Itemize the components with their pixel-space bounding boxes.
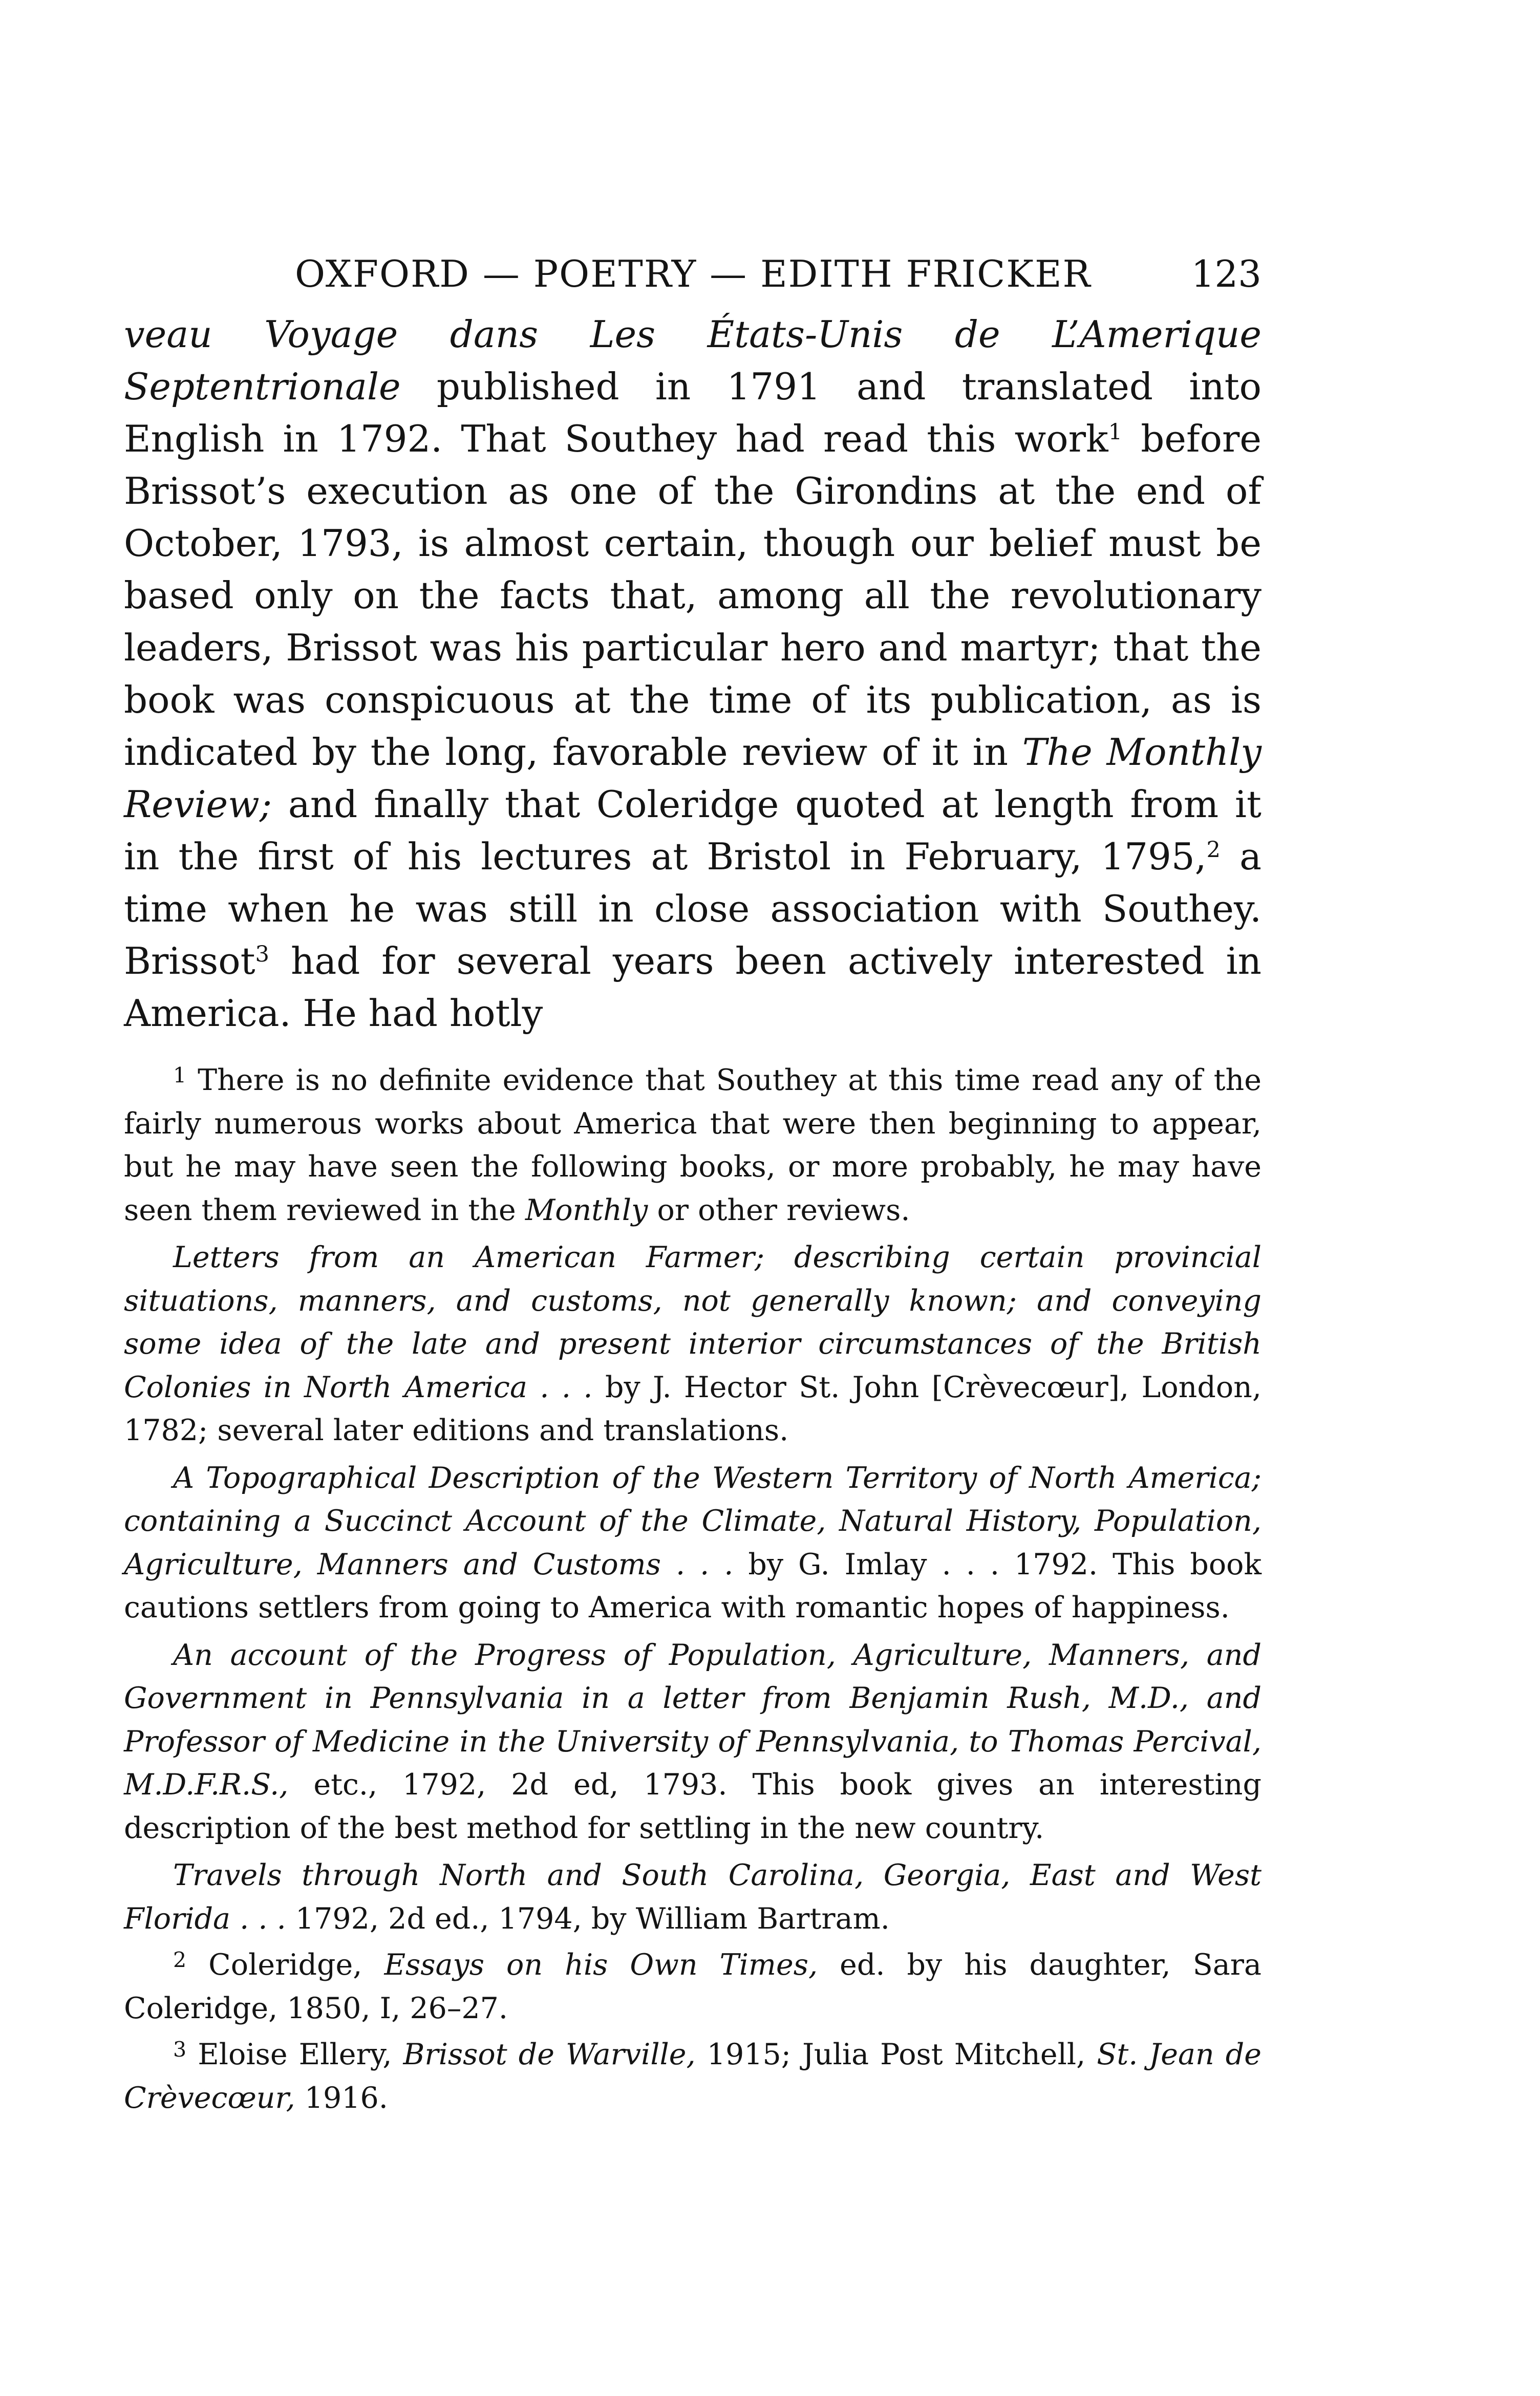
footnote-text: by G. Imlay . . . 1792. This book cautions settlers from going to America with romantic hopes of happiness. xyxy=(124,1547,1261,1624)
footnote-text: by J. Hector St. John [Crèvecœur], London, 1782; several later editions and translations. xyxy=(124,1370,1262,1447)
main-text xyxy=(124,308,1261,1039)
footnote-ref-2: 2 xyxy=(1206,837,1221,863)
footnote-text: etc., 1792, 2d ed, 1793. This book gives an interesting description of the best method for settling in the new country. xyxy=(124,1768,1261,1845)
body-paragraph xyxy=(124,308,1261,1039)
footnote-spacer xyxy=(124,1039,1261,1059)
body-text-run: a time when he was still in close association with Southey. Brissot xyxy=(124,835,1262,982)
footnote-italic: Brissot de Warville, xyxy=(403,2038,696,2071)
footnote-text: or other reviews. xyxy=(648,1193,910,1227)
footnote-italic: Essays on his Own Times, xyxy=(384,1948,818,1982)
footnote-text: Coleridge, xyxy=(208,1948,384,1982)
footnote-text: Eloise Ellery, xyxy=(198,2038,403,2071)
footnote-text: ed. by his daughter, Sara Coleridge, 1850, I, 26–27. xyxy=(124,1948,1261,2025)
footnote-mark: 2 xyxy=(173,1948,187,1973)
book-title-italic: An account of the Progress of Population, Agriculture, Manners, and Government in Pennsylvania in a letter from Benjamin Rush, M.D., and Professor of Medicine in the University of Pennsylvania, to Thomas Percival, M.D.F.R.S., xyxy=(124,1638,1261,1802)
book-title-italic: A Topographical Description of the Western Territory of North America; containing a Succinct Account of the Climate, Natural History, Population, Agriculture, Manners and Customs . . . xyxy=(124,1461,1261,1581)
footnote-book-entry xyxy=(124,1236,1261,1452)
footnote-text: 1915; Julia Post Mitchell, xyxy=(695,2038,1097,2071)
footnote-3 xyxy=(124,2033,1261,2120)
footnote-italic: Monthly xyxy=(525,1193,648,1227)
footnote-ref-1: 1 xyxy=(1108,419,1123,445)
body-text-run: published in 1791 and translated into English in 1792. That Southey had read this work xyxy=(124,365,1261,460)
footnote-1 xyxy=(124,1059,1261,1232)
running-head: OXFORD — POETRY — EDITH FRICKER xyxy=(295,252,1092,295)
footnote-book-entry xyxy=(124,1634,1261,1850)
body-text-run: had for several years been actively interested in America. He had hotly xyxy=(124,939,1261,1035)
footnotes xyxy=(124,1059,1261,2120)
body-text-run: and finally that Coleridge quoted at length from it in the first of his lectures at Bristol in February, 1795, xyxy=(124,783,1261,878)
footnote-2 xyxy=(124,1943,1261,2030)
book-title-italic: Letters from an American Farmer; describing certain provincial situations, manners, and customs, not generally known; and conveying some idea of the late and present interior circumstances of the British Colonies in North America . . . xyxy=(124,1240,1261,1404)
footnote-mark: 3 xyxy=(173,2037,187,2062)
page-number: 123 xyxy=(1191,252,1261,295)
footnote-italic: St. Jean de Crèvecœur, xyxy=(124,2038,1262,2115)
page-header xyxy=(124,246,1261,302)
body-text-run: before Brissot’s execution as one of the Girondins at the end of October, 1793, is almost certain, though our belief must be based only on the facts that, among all the revolutionary leaders, Brissot was his particular hero and martyr; that the book was conspicuous at the time of its publication, as is indicated by the long, favorable review of it in xyxy=(124,417,1262,774)
footnote-text: There is no definite evidence that Southey at this time read any of the fairly numerous works about America that were then beginning to appear, but he may have seen the following books, or more probably, he may have seen them reviewed in the xyxy=(124,1063,1261,1227)
book-title-italic: Travels through North and South Carolina, Georgia, East and West Florida . . . xyxy=(124,1858,1261,1936)
journal-title-italic: The Monthly Review; xyxy=(124,731,1261,826)
book-title-italic: veau Voyage dans Les États-Unis de L’Amerique Septentrionale xyxy=(124,313,1261,408)
footnote-mark: 1 xyxy=(173,1063,187,1088)
book-page xyxy=(124,246,1261,2120)
footnote-ref-3: 3 xyxy=(255,942,270,968)
footnote-book-entry xyxy=(124,1457,1261,1630)
footnote-book-entry xyxy=(124,1854,1261,1940)
footnote-text: 1916. xyxy=(295,2081,388,2115)
footnote-text: 1792, 2d ed., 1794, by William Bartram. xyxy=(286,1901,890,1936)
